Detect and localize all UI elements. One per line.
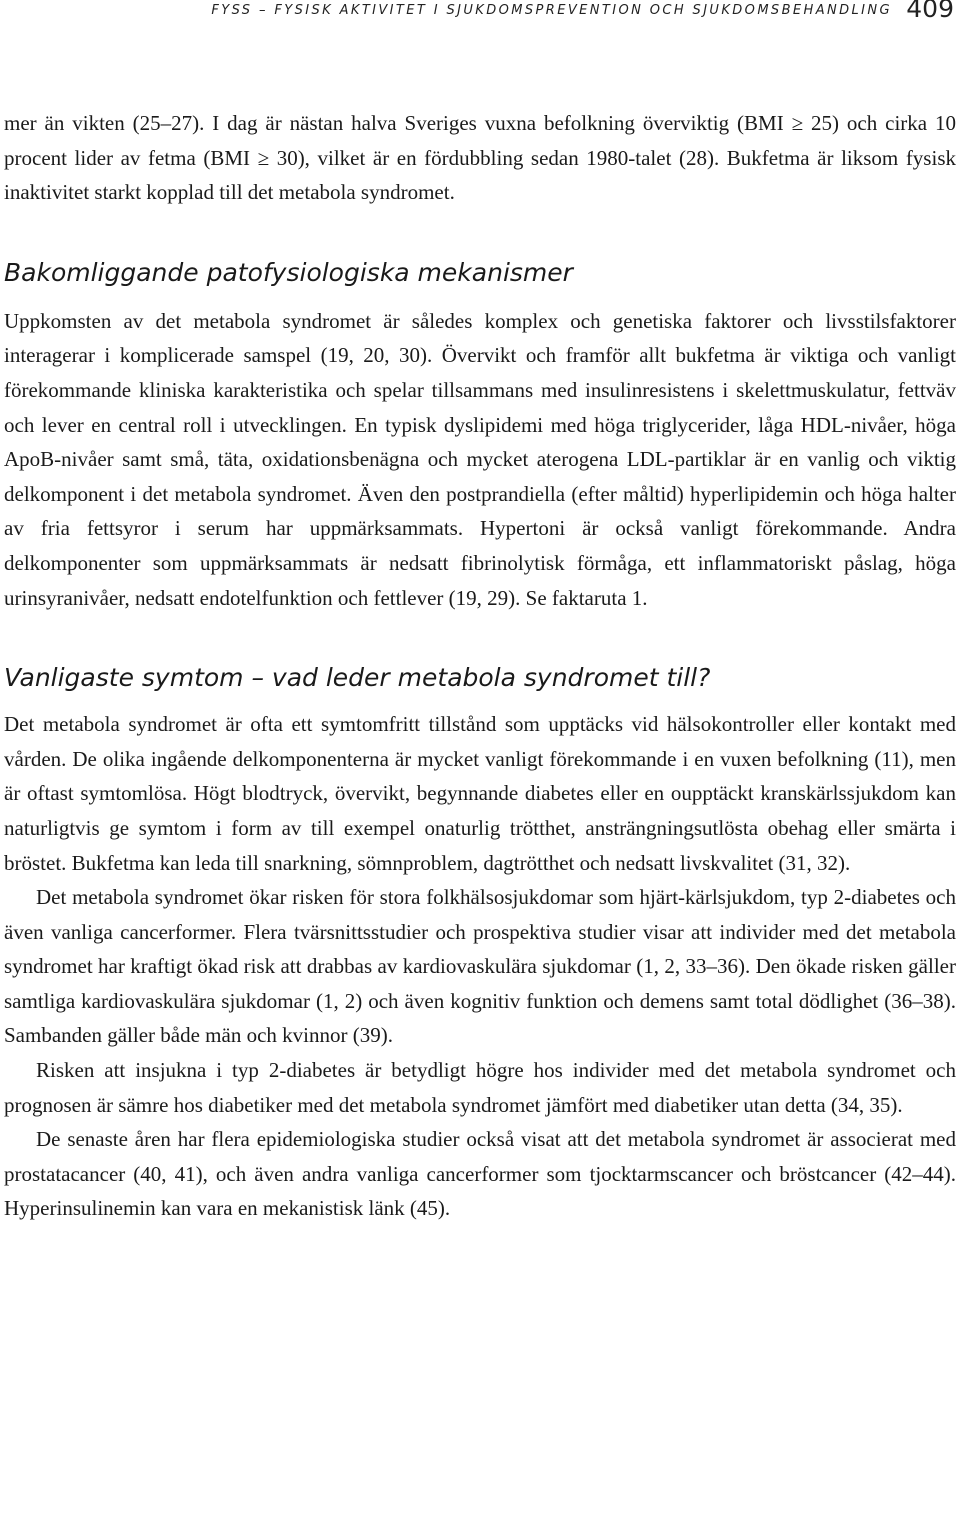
section-pathophysiology <box>4 256 956 615</box>
paragraph-pathophysiology: Uppkomsten av det metabola syndromet är således komplex och genetiska faktorer och livsstilsfaktorer interagerar i komplicerade samspel (19, 20, 30). Övervikt och framför allt bukfetma är viktiga och vanligt förekommande kliniska karakteristika och spelar tillsammans med insulinresistens i skelettmuskulatur, fettväv och lever en central roll i utvecklingen. En typisk dyslipidemi med höga triglycerider, låga HDL-nivåer, höga ApoB-nivåer samt små, täta, oxidationsbenägna och mycket aterogena LDL-partiklar är en vanlig och viktig delkomponent i det metabola syndromet. Även den postprandiella (efter måltid) hyperlipidemin och höga halter av fria fettsyror i serum har uppmärksammats. Hypertoni är också vanligt förekommande. Andra delkomponenter som uppmärksammats är nedsatt fibrinolytisk förmåga, ett inflammatoriskt påslag, höga urinsyranivåer, nedsatt endotelfunktion och fettlever (19, 29). Se faktaruta 1. <box>4 308 956 610</box>
page-number: 409 <box>906 0 954 23</box>
running-title: FYSS – FYSISK AKTIVITET I SJUKDOMSPREVENTION OCH SJUKDOMSBEHANDLING <box>211 3 892 18</box>
page-body <box>4 106 956 1226</box>
section-symptoms <box>4 661 956 1226</box>
paragraph-symptoms-2: Det metabola syndromet ökar risken för stora folkhälsosjukdomar som hjärt-kärlsjukdom, typ 2-diabetes och även vanliga cancerformer. Flera tvärsnittsstudier och prospektiva studier visar att individer med det metabola syndromet har kraftigt ökad risk att drabbas av kardiovaskulära sjukdomar (1, 2, 33–36). Den ökade risken gäller samtliga kardiovaskulära sjukdomar (1, 2) och även kognitiv funktion och demens samt total dödlighet (36–38). Sambanden gäller både män och kvinnor (39). <box>4 885 956 1048</box>
paragraph-symptoms-4: De senaste åren har flera epidemiologiska studier också visat att det metabola syndromet är associerat med prostatacancer (40, 41), och även andra vanliga cancerformer som tjocktarmscancer och bröstcancer (42–44). Hyperinsulinemin kan vara en mekanistisk länk (45). <box>4 1127 956 1221</box>
section-heading-pathophysiology: Bakomliggande patofysiologiska mekanismer <box>4 257 573 287</box>
intro-paragraph: mer än vikten (25–27). I dag är nästan halva Sveriges vuxna befolkning överviktig (BMI ≥ 25) och cirka 10 procent lider av fetma (BMI ≥ 30), vilket är en fördubbling sedan 1980-talet (28). Bukfetma är liksom fysisk inaktivitet starkt kopplad till det metabola syndromet. <box>4 111 956 205</box>
paragraph-symptoms-3: Risken att insjukna i typ 2-diabetes är betydligt högre hos individer med det metabola syndromet och prognosen är sämre hos diabetiker med det metabola syndromet jämfört med diabetiker utan detta (34, 35). <box>4 1058 956 1117</box>
paragraph-symptoms-1: Det metabola syndromet är ofta ett symtomfritt tillstånd som upptäcks vid hälsokontroller eller kontakt med vården. De olika ingående delkomponenterna är mycket vanligt förekommande i en vuxen befolkning (11), men är oftast symtomlösa. Högt blodtryck, övervikt, begynnande diabetes eller en oupptäckt kranskärlssjukdom kan naturligtvis ge symtom i form av till exempel onaturlig trötthet, ansträngningsutlösta obehag eller smärta i bröstet. Bukfetma kan leda till snarkning, sömnproblem, dagtrötthet och nedsatt livskvalitet (31, 32). <box>4 712 956 875</box>
running-header <box>0 0 960 40</box>
section-heading-symptoms: Vanligaste symtom – vad leder metabola syndromet till? <box>4 663 711 693</box>
